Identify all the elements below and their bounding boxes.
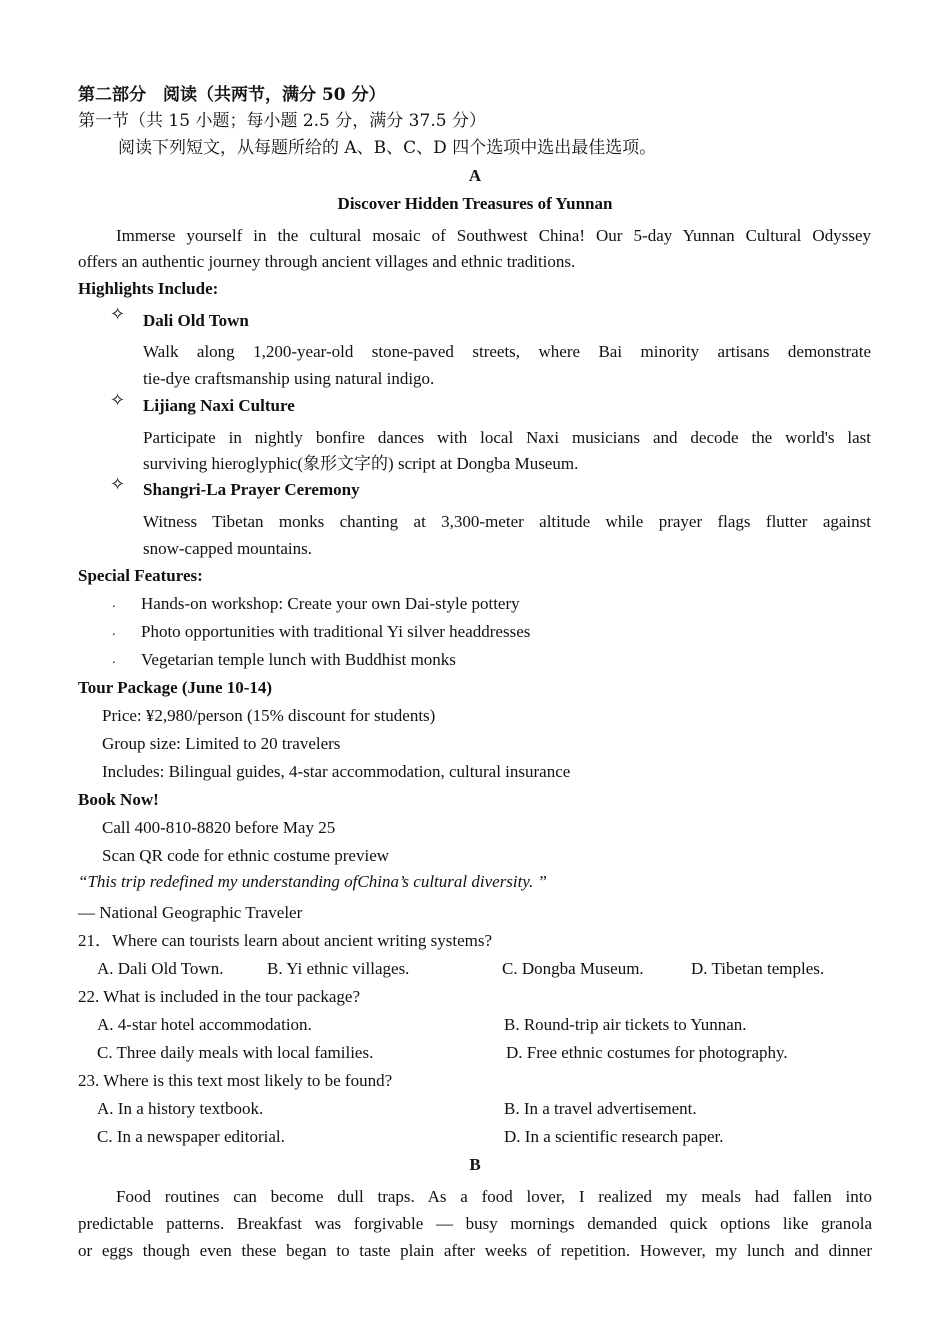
four-point-star-icon: ✧ — [110, 474, 126, 494]
feature-item: Vegetarian temple lunch with Buddhist monks — [141, 650, 456, 669]
bullet-dot: . — [112, 596, 116, 611]
question-option: C. In a newspaper editorial. — [97, 1127, 285, 1146]
book-item: Call 400-810-8820 before May 25 — [102, 818, 336, 837]
question-option: D. Tibetan temples. — [691, 959, 825, 978]
feature-item: Photo opportunities with traditional Yi silver headdresses — [141, 622, 531, 641]
highlights-heading: Highlights Include: — [78, 279, 219, 298]
passage-b-line: predictable patterns. Breakfast was forgivable — busy mornings demanded quick options like granola — [78, 1214, 872, 1233]
highlight-title: Lijiang Naxi Culture — [143, 396, 295, 415]
package-heading: Tour Package (June 10-14) — [78, 678, 273, 697]
question-stem: 21．Where can tourists learn about ancient writing systems? — [78, 931, 493, 950]
question-option: A. In a history textbook. — [97, 1099, 264, 1118]
highlight-text-line: Witness Tibetan monks chanting at 3,300-meter altitude while prayer flags flutter against — [143, 512, 871, 531]
quote-source: — National Geographic Traveler — [78, 903, 303, 922]
highlight-text-line: Walk along 1,200-year-old stone-paved streets, where Bai minority artisans demonstrate — [143, 342, 871, 361]
question-option: B. In a travel advertisement. — [504, 1099, 697, 1118]
section-title: 第一节（共 15 小题；每小题 2.5 分，满分 37.5 分） — [78, 111, 486, 131]
highlight-text-line: tie-dye craftsmanship using natural indigo. — [143, 369, 435, 388]
book-item: Scan QR code for ethnic costume preview — [102, 846, 390, 865]
four-point-star-icon: ✧ — [110, 304, 126, 324]
question-option: B. Yi ethnic villages. — [267, 959, 410, 978]
question-option: D. Free ethnic costumes for photography. — [506, 1043, 788, 1062]
intro-line-1: Immerse yourself in the cultural mosaic of Southwest China! Our 5-day Yunnan Cultural Odyssey — [116, 226, 871, 245]
highlight-title: Dali Old Town — [143, 311, 249, 330]
bullet-dot: . — [112, 652, 116, 667]
passage-b-line: Food routines can become dull traps. As a food lover, I realized my meals had fallen into — [116, 1187, 872, 1206]
bullet-dot: . — [112, 624, 116, 639]
part-title: 第二部分 阅读（共两节，满分 50 分） — [78, 85, 386, 105]
four-point-star-icon: ✧ — [110, 390, 126, 410]
book-heading: Book Now! — [78, 790, 159, 809]
highlight-title: Shangri-La Prayer Ceremony — [143, 480, 360, 499]
passage-a-title: Discover Hidden Treasures of Yunnan — [337, 194, 613, 213]
question-option: A. 4-star hotel accommodation. — [97, 1015, 312, 1034]
highlight-text-line: snow-capped mountains. — [143, 539, 313, 558]
feature-item: Hands-on workshop: Create your own Dai-style pottery — [141, 594, 520, 613]
package-item: Includes: Bilingual guides, 4-star accommodation, cultural insurance — [102, 762, 571, 781]
question-stem: 22. What is included in the tour package? — [78, 987, 360, 1006]
question-option: C. Dongba Museum. — [502, 959, 644, 978]
package-item: Price: ¥2,980/person (15% discount for students) — [102, 706, 436, 725]
highlight-text-line: Participate in nightly bonfire dances with local Naxi musicians and decode the world's last — [143, 428, 871, 447]
passage-b-line: or eggs though even these began to taste plain after weeks of repetition. However, my lunch and dinner — [78, 1241, 872, 1260]
passage-a-letter: A — [468, 166, 482, 185]
question-option: D. In a scientific research paper. — [504, 1127, 724, 1146]
question-stem: 23. Where is this text most likely to be found? — [78, 1071, 393, 1090]
highlight-text-line: surviving hieroglyphic(象形文字的) script at Dongba Museum. — [143, 454, 579, 473]
passage-b-letter: B — [469, 1155, 481, 1174]
features-heading: Special Features: — [78, 566, 203, 585]
testimonial-quote: “This trip redefined my understanding ofChina’s cultural diversity. ” — [78, 872, 547, 891]
question-option: A. Dali Old Town. — [97, 959, 224, 978]
question-option: B. Round-trip air tickets to Yunnan. — [504, 1015, 747, 1034]
intro-line-2: offers an authentic journey through ancient villages and ethnic traditions. — [78, 252, 576, 271]
instruction: 阅读下列短文，从每题所给的 A、B、C、D 四个选项中选出最佳选项。 — [118, 138, 657, 158]
question-option: C. Three daily meals with local families. — [97, 1043, 374, 1062]
package-item: Group size: Limited to 20 travelers — [102, 734, 341, 753]
